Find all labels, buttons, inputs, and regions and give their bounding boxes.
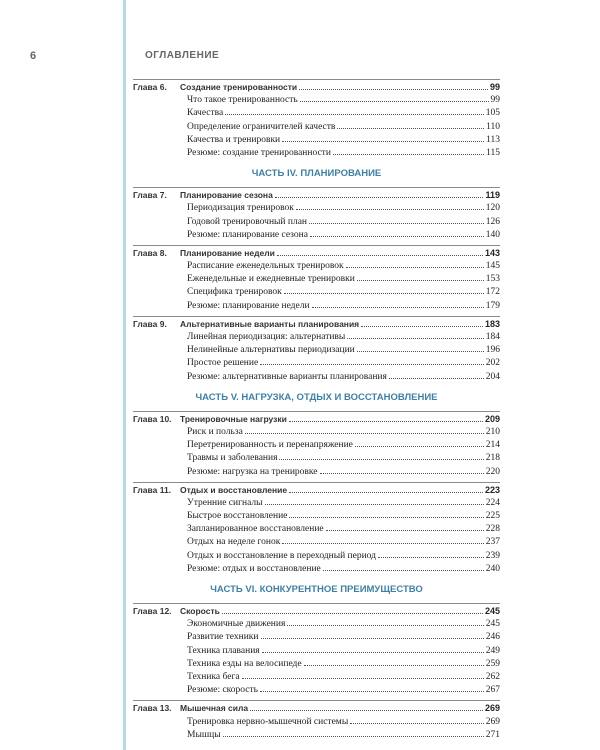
table-of-contents: [133, 79, 500, 745]
section-title: Экономичные движения: [187, 619, 286, 630]
section-entry[interactable]: [133, 466, 500, 479]
chapter-block: [133, 245, 500, 313]
chapter-page: 245: [484, 606, 500, 616]
dot-leader: [309, 223, 484, 224]
chapter-page: 269: [484, 703, 500, 714]
section-page: 262: [485, 671, 500, 682]
section-page: 225: [485, 511, 500, 522]
section-entry[interactable]: [133, 658, 500, 671]
section-entry[interactable]: [133, 716, 500, 729]
section-entry[interactable]: [133, 229, 500, 242]
section-title: Качества: [187, 108, 224, 119]
chapter-page: 209: [484, 413, 500, 424]
section-page: 204: [485, 371, 500, 382]
chapter-entry[interactable]: [133, 81, 500, 94]
section-title: Еженедельные и ежедневные тренировки: [187, 274, 355, 285]
section-title: Резюме: альтернативные варианты планирования: [187, 371, 387, 382]
dot-leader: [262, 652, 484, 653]
dot-leader: [326, 530, 484, 531]
section-title: Техника плавания: [187, 645, 260, 656]
section-page: 115: [486, 147, 500, 158]
chapter-title: Мышечная сила: [180, 703, 249, 714]
dot-leader: [289, 421, 483, 422]
dot-leader: [261, 638, 484, 639]
section-title: Линейная периодизация: альтернативы: [187, 332, 346, 342]
section-title: Быстрое восстановление: [187, 511, 288, 522]
section-entry[interactable]: [133, 645, 500, 658]
section-page: 153: [485, 274, 500, 285]
dot-leader: [245, 433, 484, 434]
section-page: 224: [485, 497, 500, 508]
section-page: 249: [485, 645, 500, 656]
chapter-label: Глава 12.: [133, 606, 172, 616]
chapter-page: 143: [484, 247, 500, 258]
section-entry[interactable]: [133, 147, 500, 160]
section-title: Годовой тренировочный план: [187, 216, 308, 227]
section-page: 110: [486, 121, 500, 132]
running-head: ОГЛАВЛЕНИЕ: [145, 50, 220, 61]
section-title: Техника езды на велосипеде: [187, 658, 302, 669]
dot-leader: [282, 543, 483, 544]
chapter-page: 119: [485, 190, 500, 201]
dot-leader: [337, 128, 484, 129]
chapter-block: [133, 603, 500, 697]
section-page: 202: [485, 358, 500, 369]
dot-leader: [242, 678, 484, 679]
section-entry[interactable]: [133, 357, 500, 370]
section-entry[interactable]: [133, 439, 500, 452]
page-number: 6: [30, 50, 37, 62]
dot-leader: [312, 307, 484, 308]
dot-leader: [260, 364, 484, 365]
dot-leader: [300, 101, 489, 102]
section-entry[interactable]: [133, 684, 500, 697]
section-title: Резюме: отдых и восстановление: [187, 563, 321, 574]
dot-leader: [223, 736, 484, 737]
section-title: Простое решение: [187, 358, 259, 369]
chapter-entry[interactable]: [133, 413, 500, 426]
part3-chapters: [133, 79, 500, 160]
dot-leader: [361, 326, 483, 327]
section-page: 140: [485, 229, 500, 240]
section-title: Травмы и заболевания: [187, 453, 278, 464]
chapter-block: [133, 316, 500, 384]
chapter-label: Глава 11.: [133, 484, 172, 495]
section-title: Техника бега: [187, 671, 240, 682]
dot-leader: [304, 665, 484, 666]
chapter-label: Глава 6.: [133, 82, 167, 92]
section-page: 99: [490, 95, 500, 106]
dot-leader: [378, 557, 484, 558]
section-title: Утренние сигналы: [187, 497, 263, 508]
section-entry[interactable]: [133, 300, 500, 313]
chapter-label: Глава 7.: [133, 190, 167, 201]
dot-leader: [265, 504, 484, 505]
dot-leader: [320, 473, 484, 474]
section-title: Риск и польза: [187, 426, 243, 437]
section-page: 259: [485, 658, 500, 669]
section-entry[interactable]: [133, 631, 500, 644]
chapter-title: Планирование недели: [180, 247, 275, 258]
chapter-title: Создание тренированности: [180, 82, 298, 92]
section-title: Резюме: нагрузка на тренировке: [187, 466, 318, 477]
dot-leader: [357, 351, 484, 352]
dot-leader: [289, 517, 483, 518]
section-title: Качества и тренировки: [187, 134, 281, 145]
dot-leader: [333, 154, 484, 155]
dot-leader: [260, 691, 484, 692]
section-page: 126: [485, 216, 500, 227]
section-page: 271: [485, 729, 500, 740]
section-title: Что такое тренированность: [187, 95, 298, 106]
part4-chapters: [133, 187, 500, 384]
section-page: 179: [485, 300, 500, 311]
section-entry[interactable]: [133, 729, 500, 742]
section-page: 267: [485, 685, 500, 696]
section-page: 246: [485, 632, 500, 643]
chapter-entry[interactable]: [133, 702, 500, 715]
dot-leader: [323, 570, 484, 571]
dot-leader: [284, 293, 484, 294]
section-page: 113: [486, 134, 500, 145]
chapter-label: Глава 10.: [133, 413, 172, 424]
section-title: Резюме: скорость: [187, 685, 258, 696]
section-title: Резюме: планирование недели: [187, 300, 310, 311]
section-title: Специфика тренировок: [187, 287, 282, 298]
section-page: 105: [485, 108, 500, 119]
chapter-block: [133, 411, 500, 479]
section-entry[interactable]: [133, 426, 500, 439]
section-entry[interactable]: [133, 286, 500, 299]
chapter-title: Альтернативные варианты планирования: [180, 318, 360, 329]
dot-leader: [275, 197, 484, 198]
section-page: 220: [485, 466, 500, 477]
section-entry[interactable]: [133, 107, 500, 120]
dot-leader: [287, 625, 483, 626]
dot-leader: [350, 723, 484, 724]
chapter-label: Глава 9.: [133, 318, 167, 329]
chapter-entry[interactable]: [133, 318, 500, 331]
section-entry[interactable]: [133, 671, 500, 684]
section-page: 228: [485, 524, 500, 535]
section-title: Резюме: планирование сезона: [187, 229, 308, 240]
dot-leader: [346, 267, 484, 268]
chapter-entry[interactable]: [133, 605, 500, 618]
section-page: 145: [485, 261, 500, 272]
section-title: Определение ограничителей качеств: [187, 121, 336, 132]
section-title: Мышцы: [187, 729, 221, 740]
part5-chapters: [133, 411, 500, 576]
section-page: 237: [485, 537, 500, 548]
part6-chapters: [133, 603, 500, 742]
section-title: Тренировка нервно-мышечной системы: [187, 716, 349, 727]
section-entry[interactable]: [133, 260, 500, 273]
dot-leader: [250, 710, 483, 711]
part-heading-6: ЧАСТЬ VI. КОНКУРЕНТНОЕ ПРЕИМУЩЕСТВО: [210, 584, 423, 595]
section-entry[interactable]: [133, 202, 500, 215]
chapter-block: [133, 700, 500, 742]
section-entry[interactable]: [133, 94, 500, 107]
section-title: Нелинейные альтернативы периодизации: [187, 345, 355, 356]
section-entry[interactable]: [133, 497, 500, 510]
section-title: Развитие техники: [187, 632, 259, 643]
chapter-title: Планирование сезона: [180, 190, 273, 201]
section-entry[interactable]: [133, 134, 500, 147]
section-entry[interactable]: [133, 563, 500, 576]
section-page: 239: [485, 550, 500, 561]
chapter-title: Отдых и восстановление: [180, 484, 288, 495]
section-page: 120: [485, 203, 500, 214]
chapter-entry[interactable]: [133, 247, 500, 260]
section-page: 218: [485, 453, 500, 464]
section-entry[interactable]: [133, 371, 500, 384]
section-entry[interactable]: [133, 344, 500, 357]
section-page: 245: [485, 619, 500, 630]
dot-leader: [296, 209, 484, 210]
part-heading-5: ЧАСТЬ V. НАГРУЗКА, ОТДЫХ И ВОССТАНОВЛЕНИЕ: [195, 391, 438, 403]
section-entry[interactable]: [133, 121, 500, 134]
dot-leader: [225, 114, 484, 115]
section-page: 172: [485, 287, 500, 298]
section-page: 240: [485, 563, 500, 574]
section-entry[interactable]: [133, 216, 500, 229]
chapter-block: [133, 79, 500, 160]
chapter-block: [133, 482, 500, 576]
dot-leader: [347, 338, 483, 339]
section-entry[interactable]: [133, 536, 500, 549]
section-entry[interactable]: [133, 618, 500, 631]
section-title: Отдых и восстановление в переходный период: [187, 550, 376, 561]
section-page: 196: [485, 345, 500, 356]
dot-leader: [277, 255, 483, 256]
section-page: 214: [485, 440, 500, 451]
dot-leader: [289, 492, 483, 493]
section-entry[interactable]: [133, 550, 500, 563]
dot-leader: [357, 280, 484, 281]
chapter-title: Тренировочные нагрузки: [180, 413, 287, 424]
chapter-page: 183: [484, 318, 500, 329]
section-page: 269: [485, 716, 500, 727]
chapter-label: Глава 13.: [133, 703, 172, 714]
dot-leader: [299, 89, 488, 90]
page-edge-accent: [123, 0, 126, 750]
chapter-label: Глава 8.: [133, 247, 167, 258]
dot-leader: [389, 378, 484, 379]
chapter-page: 223: [484, 484, 500, 495]
chapter-entry[interactable]: [133, 484, 500, 497]
section-title: Перетренированность и перенапряжение: [187, 440, 353, 451]
section-page: 210: [485, 426, 500, 437]
section-title: Отдых на неделе гонок: [187, 537, 281, 548]
section-entry[interactable]: [133, 523, 500, 536]
part-heading-4: ЧАСТЬ IV. ПЛАНИРОВАНИЕ: [251, 168, 382, 180]
section-entry[interactable]: [133, 452, 500, 465]
section-title: Резюме: создание тренированности: [187, 147, 331, 158]
dot-leader: [279, 459, 483, 460]
chapter-page: 99: [489, 82, 500, 92]
chapter-block: [133, 187, 500, 242]
section-title: Периодизация тренировок: [187, 203, 294, 214]
dot-leader: [282, 141, 484, 142]
dot-leader: [310, 236, 484, 237]
section-entry[interactable]: [133, 331, 500, 344]
dot-leader: [222, 613, 483, 614]
dot-leader: [355, 446, 484, 447]
chapter-title: Скорость: [180, 606, 220, 616]
chapter-entry[interactable]: [133, 189, 500, 202]
section-title: Запланированное восстановление: [187, 524, 324, 535]
section-entry[interactable]: [133, 273, 500, 286]
section-entry[interactable]: [133, 510, 500, 523]
section-title: Расписание еженедельных тренировок: [187, 261, 344, 272]
section-page: 184: [485, 332, 500, 342]
